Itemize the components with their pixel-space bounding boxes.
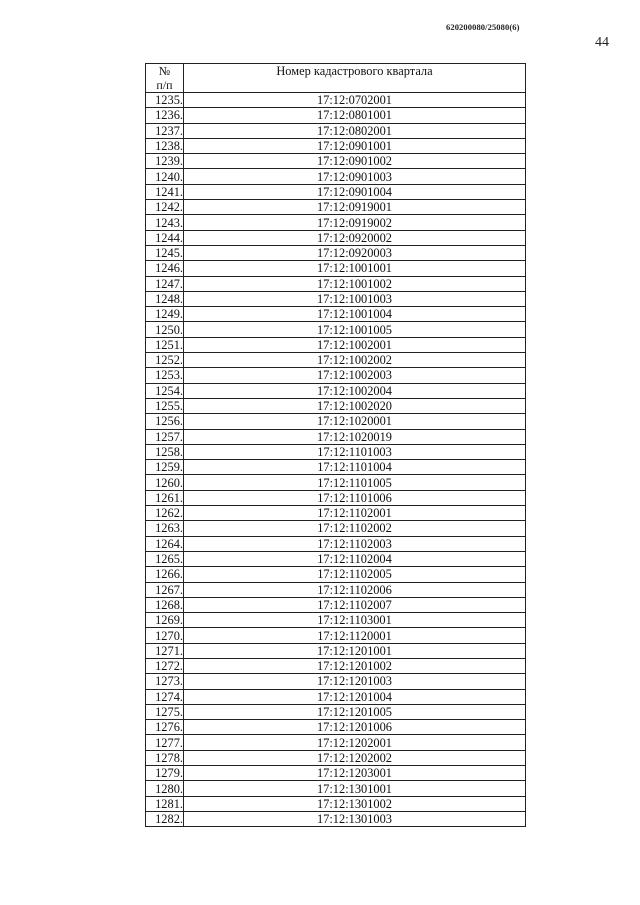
- table-row: [146, 444, 526, 459]
- row-number: 1254.: [146, 383, 184, 398]
- column-header-number-abbr: п/п: [156, 78, 173, 92]
- row-number: 1271.: [146, 643, 184, 658]
- row-number: 1273.: [146, 674, 184, 689]
- cadastral-quarter-number: 17:12:1201004: [184, 689, 526, 704]
- cadastral-quarter-number: 17:12:1102004: [184, 551, 526, 566]
- row-number: 1261.: [146, 490, 184, 505]
- table-row: [146, 154, 526, 169]
- row-number: 1237.: [146, 123, 184, 138]
- row-number: 1258.: [146, 444, 184, 459]
- table-row: [146, 429, 526, 444]
- row-number: 1246.: [146, 261, 184, 276]
- row-number: 1278.: [146, 750, 184, 765]
- row-number: 1249.: [146, 307, 184, 322]
- row-number: 1259.: [146, 460, 184, 475]
- table-row: [146, 506, 526, 521]
- table-row: [146, 521, 526, 536]
- row-number: 1280.: [146, 781, 184, 796]
- row-number: 1243.: [146, 215, 184, 230]
- row-number: 1239.: [146, 154, 184, 169]
- row-number: 1264.: [146, 536, 184, 551]
- cadastral-quarter-number: 17:12:1201006: [184, 720, 526, 735]
- row-number: 1260.: [146, 475, 184, 490]
- cadastral-quarter-number: 17:12:1201003: [184, 674, 526, 689]
- cadastral-quarter-number: 17:12:1201005: [184, 704, 526, 719]
- table-header-row: [146, 64, 526, 93]
- table-row: [146, 720, 526, 735]
- cadastral-quarter-number: 17:12:1102007: [184, 597, 526, 612]
- cadastral-quarter-number: 17:12:1002002: [184, 353, 526, 368]
- row-number: 1256.: [146, 414, 184, 429]
- table-row: [146, 597, 526, 612]
- row-number: 1265.: [146, 551, 184, 566]
- table-row: [146, 200, 526, 215]
- table-row: [146, 796, 526, 811]
- row-number: 1262.: [146, 506, 184, 521]
- cadastral-quarter-number: 17:12:1202001: [184, 735, 526, 750]
- cadastral-quarter-number: 17:12:1101006: [184, 490, 526, 505]
- cadastral-quarter-number: 17:12:1001005: [184, 322, 526, 337]
- table-row: [146, 460, 526, 475]
- row-number: 1266.: [146, 567, 184, 582]
- row-number: 1252.: [146, 353, 184, 368]
- row-number: 1269.: [146, 613, 184, 628]
- table-row: [146, 567, 526, 582]
- cadastral-quarter-number: 17:12:1102006: [184, 582, 526, 597]
- table-row: [146, 169, 526, 184]
- row-number: 1236.: [146, 108, 184, 123]
- cadastral-quarter-number: 17:12:1001003: [184, 291, 526, 306]
- table-row: [146, 628, 526, 643]
- table-row: [146, 383, 526, 398]
- table-row: [146, 414, 526, 429]
- document-code: 620200080/25080(6): [446, 22, 520, 32]
- table-row: [146, 245, 526, 260]
- cadastral-quarter-number: 17:12:1001001: [184, 261, 526, 276]
- row-number: 1263.: [146, 521, 184, 536]
- table-row: [146, 230, 526, 245]
- cadastral-quarter-number: 17:12:1020001: [184, 414, 526, 429]
- cadastral-quarter-number: 17:12:1102002: [184, 521, 526, 536]
- row-number: 1250.: [146, 322, 184, 337]
- table-row: [146, 766, 526, 781]
- row-number: 1267.: [146, 582, 184, 597]
- table-row: [146, 138, 526, 153]
- cadastral-quarter-number: 17:12:0919001: [184, 200, 526, 215]
- cadastral-quarter-number: 17:12:1201001: [184, 643, 526, 658]
- cadastral-quarter-number: 17:12:1301002: [184, 796, 526, 811]
- cadastral-quarter-number: 17:12:0702001: [184, 93, 526, 108]
- row-number: 1277.: [146, 735, 184, 750]
- cadastral-quarter-number: 17:12:1101004: [184, 460, 526, 475]
- row-number: 1275.: [146, 704, 184, 719]
- table-row: [146, 307, 526, 322]
- row-number: 1235.: [146, 93, 184, 108]
- table-row: [146, 398, 526, 413]
- table-row: [146, 582, 526, 597]
- row-number: 1253.: [146, 368, 184, 383]
- table-row: [146, 184, 526, 199]
- column-header-cadastral-quarter: Номер кадастрового квартала: [184, 64, 526, 93]
- cadastral-quarter-number: 17:12:0920003: [184, 245, 526, 260]
- page-number: 44: [595, 35, 609, 50]
- cadastral-quarter-number: 17:12:0901004: [184, 184, 526, 199]
- cadastral-quarter-number: 17:12:0920002: [184, 230, 526, 245]
- table-row: [146, 123, 526, 138]
- table-row: [146, 735, 526, 750]
- table-row: [146, 643, 526, 658]
- cadastral-quarter-number: 17:12:1020019: [184, 429, 526, 444]
- table-row: [146, 689, 526, 704]
- table-row: [146, 475, 526, 490]
- row-number: 1247.: [146, 276, 184, 291]
- table-row: [146, 93, 526, 108]
- table-body: [146, 93, 526, 827]
- cadastral-quarter-number: 17:12:0901002: [184, 154, 526, 169]
- table-row: [146, 781, 526, 796]
- row-number: 1276.: [146, 720, 184, 735]
- cadastral-quarter-number: 17:12:1301001: [184, 781, 526, 796]
- cadastral-quarter-number: 17:12:1201002: [184, 658, 526, 673]
- table-row: [146, 750, 526, 765]
- cadastral-quarter-number: 17:12:1301003: [184, 811, 526, 826]
- cadastral-quarter-number: 17:12:1002004: [184, 383, 526, 398]
- table-row: [146, 536, 526, 551]
- table-row: [146, 261, 526, 276]
- row-number: 1268.: [146, 597, 184, 612]
- table-row: [146, 551, 526, 566]
- cadastral-quarter-number: 17:12:0919002: [184, 215, 526, 230]
- table-row: [146, 337, 526, 352]
- cadastral-quarter-number: 17:12:1002001: [184, 337, 526, 352]
- cadastral-quarter-number: 17:12:1001002: [184, 276, 526, 291]
- table-row: [146, 811, 526, 826]
- table-row: [146, 490, 526, 505]
- row-number: 1281.: [146, 796, 184, 811]
- cadastral-quarter-number: 17:12:1203001: [184, 766, 526, 781]
- row-number: 1274.: [146, 689, 184, 704]
- table-row: [146, 291, 526, 306]
- cadastral-quarter-number: 17:12:1202002: [184, 750, 526, 765]
- row-number: 1257.: [146, 429, 184, 444]
- cadastral-quarter-number: 17:12:1102005: [184, 567, 526, 582]
- row-number: 1240.: [146, 169, 184, 184]
- cadastral-quarter-number: 17:12:1101003: [184, 444, 526, 459]
- row-number: 1282.: [146, 811, 184, 826]
- row-number: 1245.: [146, 245, 184, 260]
- cadastral-quarter-number: 17:12:1103001: [184, 613, 526, 628]
- cadastral-quarter-number: 17:12:1102001: [184, 506, 526, 521]
- row-number: 1279.: [146, 766, 184, 781]
- cadastral-quarter-number: 17:12:0802001: [184, 123, 526, 138]
- cadastral-quarter-table: [145, 63, 526, 827]
- cadastral-quarter-number: 17:12:1120001: [184, 628, 526, 643]
- column-header-number: [146, 64, 184, 93]
- table-row: [146, 276, 526, 291]
- cadastral-quarter-number: 17:12:1001004: [184, 307, 526, 322]
- cadastral-quarter-number: 17:12:1101005: [184, 475, 526, 490]
- row-number: 1241.: [146, 184, 184, 199]
- column-header-number-symbol: №: [158, 64, 171, 78]
- cadastral-quarter-number: 17:12:1002003: [184, 368, 526, 383]
- table-row: [146, 674, 526, 689]
- row-number: 1248.: [146, 291, 184, 306]
- row-number: 1244.: [146, 230, 184, 245]
- table-row: [146, 353, 526, 368]
- table-row: [146, 215, 526, 230]
- row-number: 1242.: [146, 200, 184, 215]
- row-number: 1255.: [146, 398, 184, 413]
- row-number: 1272.: [146, 658, 184, 673]
- cadastral-quarter-number: 17:12:1102003: [184, 536, 526, 551]
- row-number: 1238.: [146, 138, 184, 153]
- row-number: 1251.: [146, 337, 184, 352]
- table-row: [146, 704, 526, 719]
- cadastral-quarter-number: 17:12:0801001: [184, 108, 526, 123]
- row-number: 1270.: [146, 628, 184, 643]
- cadastral-quarter-number: 17:12:0901001: [184, 138, 526, 153]
- table-row: [146, 658, 526, 673]
- table-row: [146, 368, 526, 383]
- table-row: [146, 613, 526, 628]
- table-row: [146, 108, 526, 123]
- table-row: [146, 322, 526, 337]
- cadastral-quarter-number: 17:12:0901003: [184, 169, 526, 184]
- cadastral-quarter-number: 17:12:1002020: [184, 398, 526, 413]
